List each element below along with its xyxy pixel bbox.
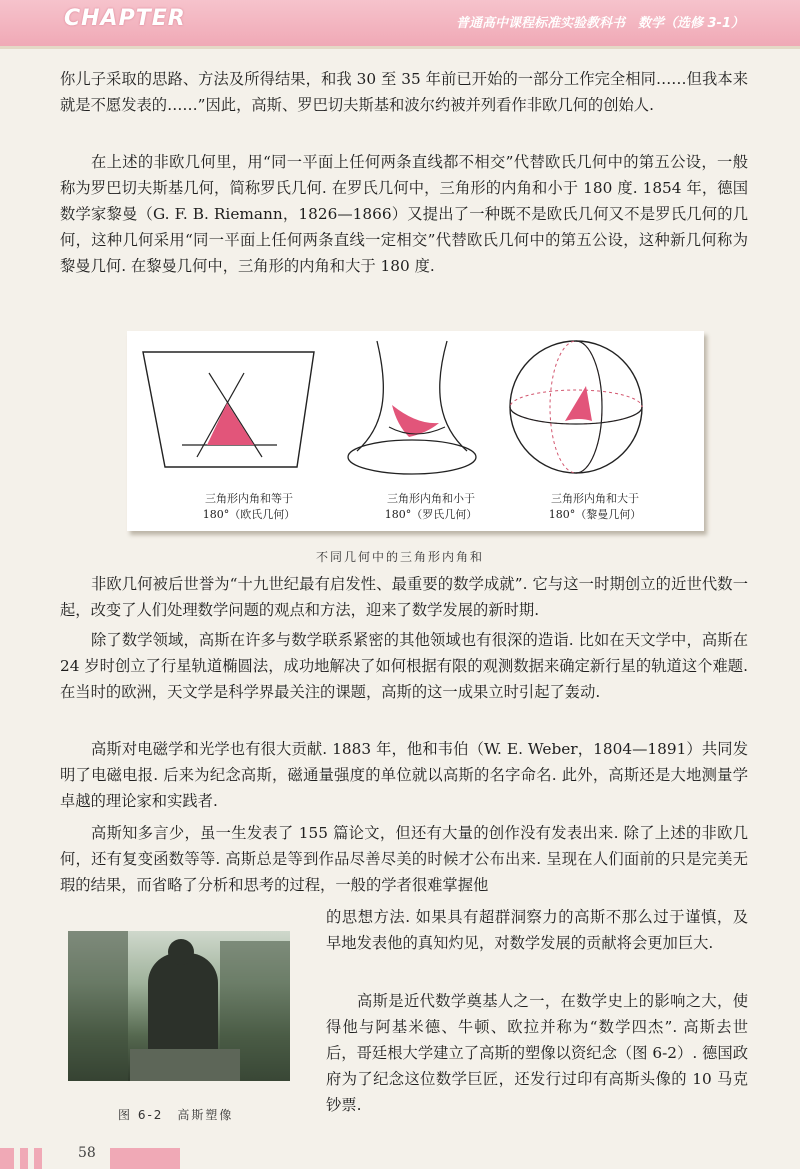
gauss-statue-photo bbox=[68, 931, 290, 1081]
book-title: 普通高中课程标准实验教科书 数学（选修 3-1） bbox=[455, 16, 744, 31]
euclid-triangle bbox=[207, 403, 254, 445]
paragraph-8: 高斯是近代数学奠基人之一，在数学史上的影响之大，使得他与阿基米德、牛顿、欧拉并称为“数学四杰”. 高斯去世后，哥廷根大学建立了高斯的塑像以资纪念（图 6-2）. 德国政府为了纪念这位数学巨匠，还发行过印有高斯头像的 10 马克钞票. bbox=[326, 992, 748, 1114]
page-header bbox=[0, 0, 800, 49]
photo-caption: 图 6-2 高斯塑像 bbox=[118, 1108, 234, 1122]
decor-stripe bbox=[0, 1148, 14, 1169]
paragraph-4: 除了数学领域，高斯在许多与数学联系紧密的其他领域也有很深的造诣. 比如在天文学中，高斯在 24 岁时创立了行星轨道椭圆法，成功地解决了如何根据有限的观测数据来确定新行星的轨道这个难题. 在当时的欧洲，天文学是科学界最关注的课题，高斯的这一成果立时引起了轰动. bbox=[60, 631, 748, 701]
decor-stripe bbox=[34, 1148, 42, 1169]
figure-title: 不同几何中的三角形内角和 bbox=[315, 550, 484, 564]
paragraph-1: 你儿子采取的思路、方法及所得结果，和我 30 至 35 年前已开始的一部分工作完全相同……但我本来就是不愿发表的……”因此，高斯、罗巴切夫斯基和波尔约被并列看作非欧几何的创始人. bbox=[60, 70, 748, 114]
paragraph-6: 高斯知多言少，虽一生发表了 155 篇论文，但还有大量的创作没有发表出来. 除了上述的非欧几何，还有复变函数等等. 高斯总是等到作品尽善尽美的时候才公布出来. 呈现在人们面前的只是完美无瑕的结果，而省略了分析和思考的过程，一般的学者很难掌握他 bbox=[60, 824, 748, 894]
spherical-triangle bbox=[565, 386, 592, 421]
paragraph-2: 在上述的非欧几何里，用“同一平面上任何两条直线都不相交”代替欧氏几何中的第五公设，一般称为罗巴切夫斯基几何，简称罗氏几何. 在罗氏几何中，三角形的内角和小于 180 度. 1854 年，德国数学家黎曼（G. F. B. Riemann，1826—1866）又提出了一种既不是欧氏几何又不是罗氏几何的几何，这种几何采用“同一平面上任何两条直线一定相交”代替欧氏几何中的第五公设，这种新几何称为黎曼几何. 在黎曼几何中，三角形的内角和大于 180 度. bbox=[60, 153, 748, 275]
paragraph-7: 的思想方法. 如果具有超群洞察力的高斯不那么过于谨慎，及早地发表他的真知灼见，对数学发展的贡献将会更加巨大. bbox=[326, 908, 748, 952]
chapter-label: CHAPTER bbox=[64, 6, 186, 31]
decor-stripe bbox=[110, 1148, 180, 1169]
paragraph-3: 非欧几何被后世誉为“十九世纪最有启发性、最重要的数学成就”. 它与这一时期创立的近世代数一起，改变了人们处理数学问题的观点和方法，迎来了数学发展的新时期. bbox=[60, 575, 748, 619]
pseudosphere-base bbox=[348, 440, 476, 474]
geometry-figure bbox=[127, 331, 704, 531]
decor-stripe bbox=[20, 1148, 28, 1169]
caption-euclid: 三角形内角和等于 180°（欧氏几何） bbox=[202, 492, 296, 521]
caption-lobachevsky: 三角形内角和小于 180°（罗氏几何） bbox=[384, 492, 478, 521]
page-number: 58 bbox=[78, 1145, 96, 1161]
caption-riemann: 三角形内角和大于 180°（黎曼几何） bbox=[548, 492, 642, 521]
paragraph-5: 高斯对电磁学和光学也有很大贡献. 1883 年，他和韦伯（W. E. Weber，1804—1891）共同发明了电磁电报. 后来为纪念高斯，磁通量强度的单位就以高斯的名字命名. 此外，高斯还是大地测量学卓越的理论家和实践者. bbox=[60, 740, 748, 810]
